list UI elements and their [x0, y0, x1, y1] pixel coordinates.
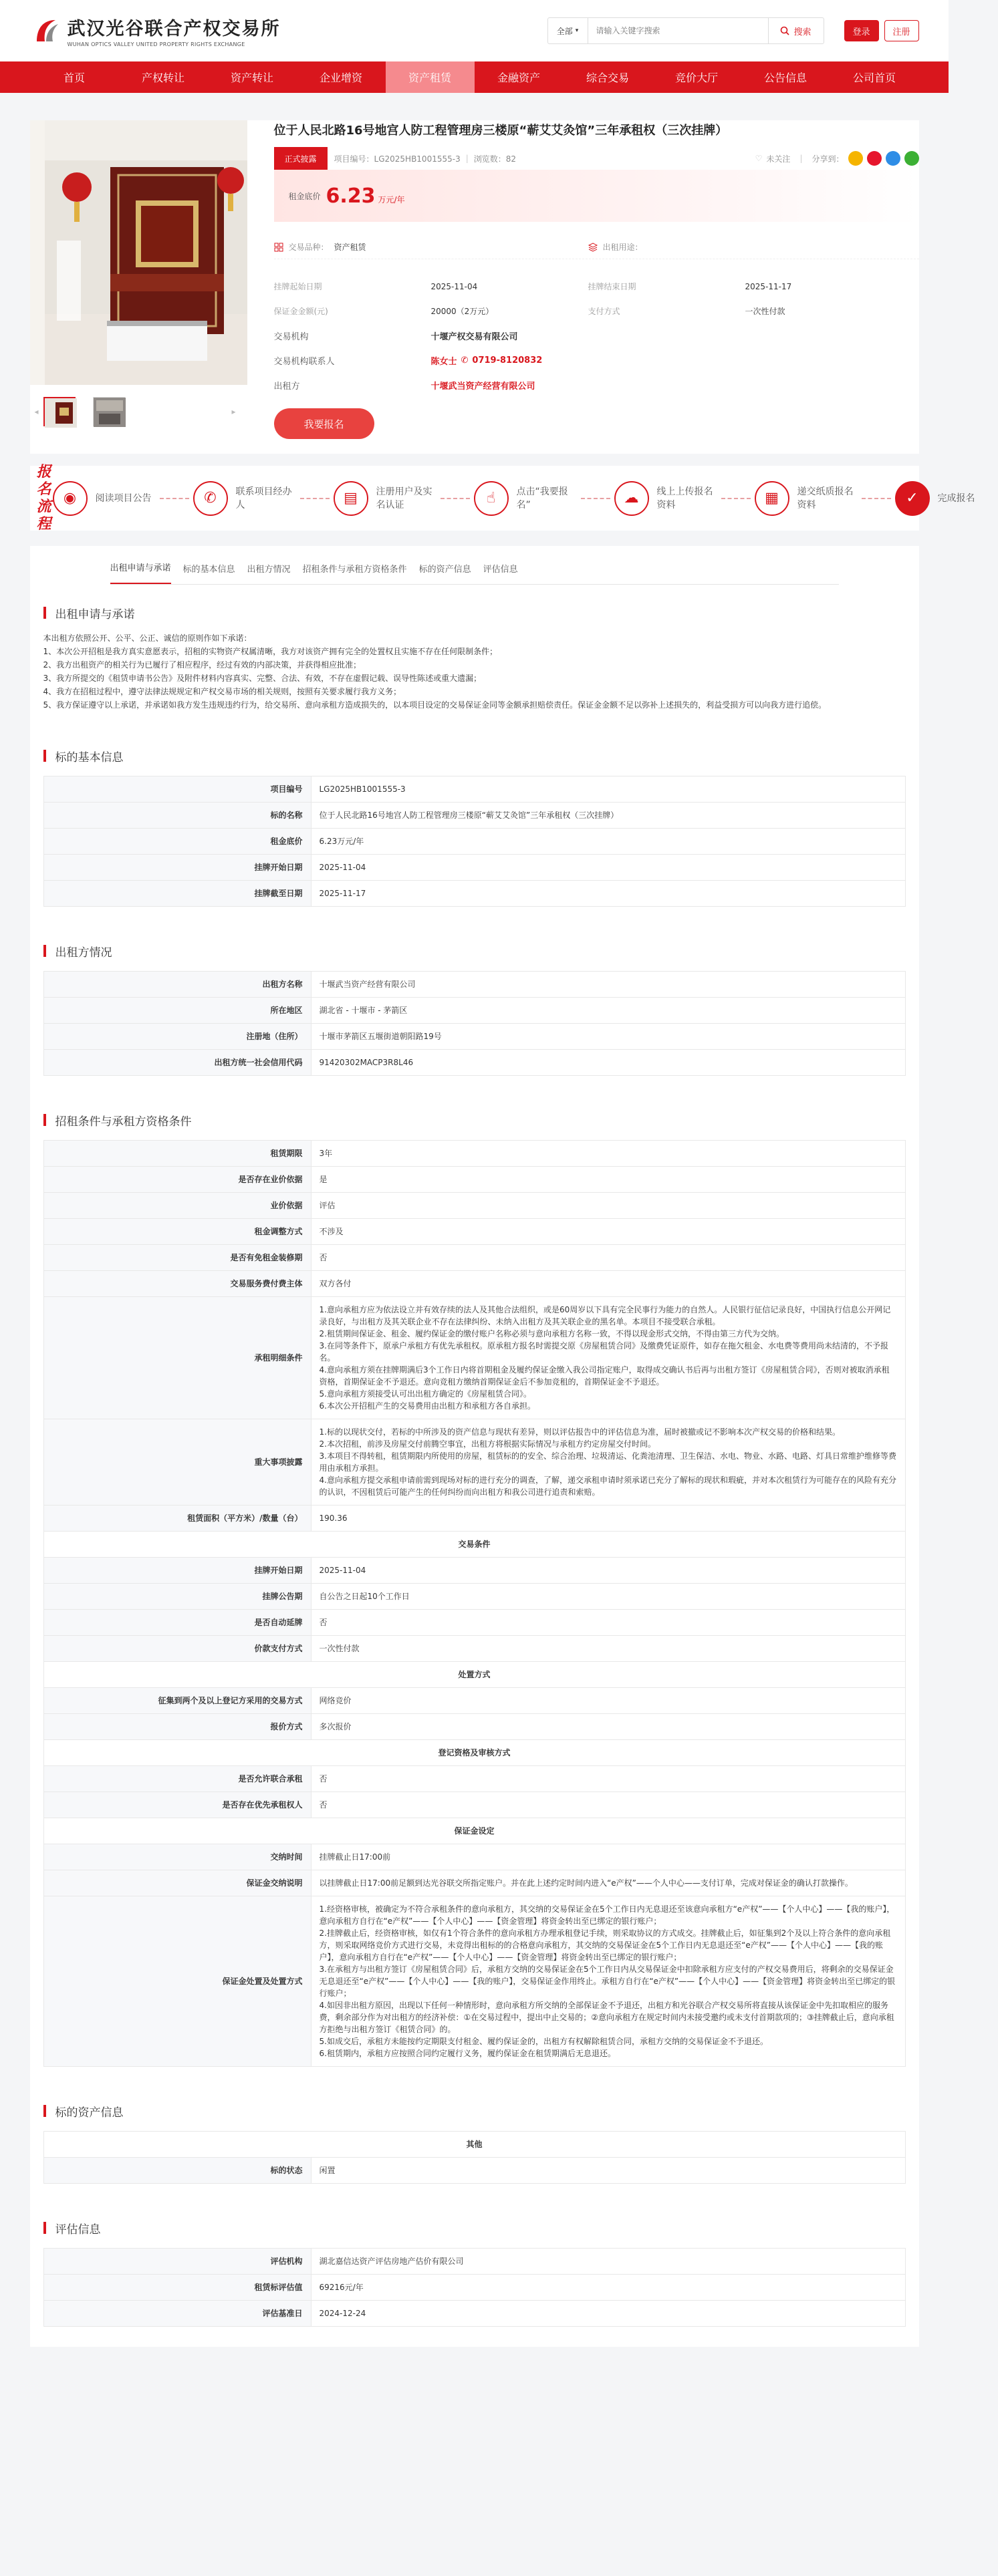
subheader-label: 其他	[43, 2132, 905, 2158]
search-scope-select[interactable]	[547, 17, 588, 44]
row-value: 190.36	[311, 1506, 905, 1532]
paragraph: 3.本项目不得转租，租赁期限内所使用的房屋，租赁标的的安全、综合治理、垃圾清运、化粪池清理、卫生保洁、水电、物业、水路、电路、灯具日常维护维修等费用由承租方承担。	[319, 1451, 896, 1473]
paragraph: 1.经资格审核，被确定为不符合承租条件的意向承租方，其交纳的交易保证金在5个工作日内无息退还至该意向承租方“e产权”——【个人中心】——【我的账户】，意向承租方自行在“e产权”——【个人中心】——【资金管理】将资金转出至已绑定的银行账户；	[319, 1904, 895, 1926]
row-value	[311, 1896, 905, 2067]
start-date-value: 2025-11-04	[430, 281, 478, 291]
row-value: 湖北省 - 十堰市 - 茅箭区	[311, 998, 905, 1024]
paragraph: 4.意向承租方须在挂牌期满后3个工作日内将首期租金及履约保证金缴入我公司指定账户，取得成交确认书后再与出租方签订《房屋租赁合同》，否则对被取消承租资格，首期保证金不予退还。意向竞租方缴纳首期保证金后不参加竞租的，首期保证金不予退还。	[319, 1365, 890, 1387]
divider: |	[799, 154, 803, 163]
row-value: 69216元/年	[311, 2275, 905, 2301]
table-row	[43, 2158, 905, 2184]
row-label: 租赁期限	[43, 1141, 311, 1167]
pledge-line: 4、我方在招租过程中，遵守法律法规规定和产权交易市场的相关规则，按照有关要求履行我方义务；	[43, 687, 402, 696]
category-icon	[274, 243, 283, 252]
section-title-conditions: 招租条件与承租方资格条件	[43, 1109, 906, 1131]
table-row	[43, 1636, 905, 1662]
paragraph: 6.本次公开招租产生的交易费用由出租方和承租方各自承担。	[319, 1401, 535, 1411]
contact-name: 陈女士	[430, 357, 457, 367]
section-title-basic: 标的基本信息	[43, 745, 906, 766]
table-row	[43, 1714, 905, 1740]
row-value: 双方各付	[311, 1271, 905, 1297]
pledge-line: 1、本次公开招租是我方真实意愿表示，招租的实物资产权属清晰，我方对该资产拥有完全的处置权且实施不存在任何限制条件；	[43, 647, 498, 656]
row-value: 挂牌截止日17:00前	[311, 1844, 905, 1870]
table-row	[43, 1688, 905, 1714]
tab-application[interactable]: 出租申请与承诺	[110, 561, 171, 584]
paragraph: 1.标的以现状交付，若标的中所涉及的资产信息与现状有差异，则以评估报告中的评估信息为准，届时被撤或记不影响本次产权交易的价格和结果。	[319, 1427, 840, 1437]
type-label: 交易品种：	[288, 243, 329, 252]
row-label: 挂牌开始日期	[43, 855, 311, 881]
table-row	[43, 1792, 905, 1818]
row-value: 2025-11-04	[311, 855, 905, 881]
table-subheader	[43, 1662, 905, 1688]
row-value	[311, 1419, 905, 1506]
row-value: 是	[311, 1167, 905, 1193]
subheader-label: 处置方式	[43, 1662, 905, 1688]
table-row	[43, 1245, 905, 1271]
search-button[interactable]	[768, 17, 824, 44]
chevron-left-icon[interactable]: ◂	[34, 407, 39, 416]
tab-basic-info[interactable]: 标的基本信息	[182, 565, 235, 575]
row-value: 否	[311, 1245, 905, 1271]
payment-value: 一次性付款	[745, 307, 785, 316]
row-value: 评估	[311, 1193, 905, 1219]
price-label: 租金底价	[288, 191, 321, 201]
row-label: 所在地区	[43, 998, 311, 1024]
table-row	[43, 1271, 905, 1297]
nav-equity-transfer[interactable]: 产权转让	[141, 71, 184, 84]
subheader-label: 交易条件	[43, 1532, 905, 1558]
row-value: 以挂牌截止日17:00前足额到达光谷联交所指定账户。并在此上述约定时间内进入“e产权”——个人中心——支付订单，完成对保证金的确认打款操作。	[311, 1870, 905, 1896]
row-label: 租金调整方式	[43, 1219, 311, 1245]
row-value: 十堰武当资产经营有限公司	[311, 972, 905, 998]
paragraph: 5.如成交后，承租方未能按约定期限支付租金、履约保证金的，出租方有权解除租赁合同，承租方交纳的交易保证金不予退还。	[319, 2037, 768, 2046]
row-label: 是否自动延牌	[43, 1610, 311, 1636]
table-row	[43, 1297, 905, 1419]
basic-info-table	[43, 776, 906, 907]
table-row	[43, 1896, 905, 2067]
search-icon	[780, 26, 789, 35]
flow-step-1: 阅读项目公告	[95, 492, 152, 504]
row-label: 是否存在业价依据	[43, 1167, 311, 1193]
logo-mark-icon	[30, 15, 62, 47]
paragraph: 3.在同等条件下，原承户承租方有优先承租权。原承租方报名时需提交原《房屋租赁合同》及缴费凭证原件，如存在拖欠租金、水电费等费用尚未结清的，不予报名。	[319, 1341, 888, 1363]
row-value: 位于人民北路16号地宫人防工程管理房三楼原“蕲艾艾灸馆”三年承租权（三次挂牌）	[311, 803, 905, 829]
row-value: 3年	[311, 1141, 905, 1167]
table-row	[43, 2275, 905, 2301]
registration-flow	[30, 463, 975, 533]
apply-button[interactable]: 我要报名	[274, 408, 374, 439]
section-title-asset: 标的资产信息	[43, 2100, 906, 2122]
cloud-upload-icon: ☁	[614, 481, 649, 516]
divider: |	[465, 154, 469, 163]
row-value: 自公告之日起10个工作日	[311, 1584, 905, 1610]
nav-announcements[interactable]: 公告信息	[763, 71, 807, 84]
search-button-label: 搜索	[793, 27, 812, 37]
row-label: 交纳时间	[43, 1844, 311, 1870]
contact-phone[interactable]: 0719-8120832	[472, 355, 543, 366]
chevron-down-icon: ▾	[575, 27, 579, 34]
row-value: 否	[311, 1766, 905, 1792]
table-row	[43, 1558, 905, 1584]
flow-connector	[721, 498, 751, 499]
nav-asset-lease[interactable]: 资产租赁	[386, 61, 475, 93]
qq-share-icon[interactable]	[886, 151, 900, 166]
deposit-label: 保证金金额(元)	[273, 307, 328, 316]
table-row	[43, 1870, 905, 1896]
table-row	[43, 1167, 905, 1193]
row-label: 征集到两个及以上登记方采用的交易方式	[43, 1688, 311, 1714]
table-row	[43, 1193, 905, 1219]
row-value: 否	[311, 1792, 905, 1818]
phone-icon: ✆	[461, 355, 469, 366]
flow-step-2: 联系项目经办人	[235, 486, 292, 511]
project-title: 位于人民北路16号地宫人防工程管理房三楼原“蕲艾艾灸馆”三年承租权（三次挂牌）	[273, 124, 728, 138]
login-button[interactable]: 登录	[844, 20, 879, 41]
table-row	[43, 803, 905, 829]
table-row	[43, 1419, 905, 1506]
pledge-line: 3、我方所提交的《租赁申请书公告》及附件材料内容真实、完整、合法、有效，不存在虚假记载、误导性陈述或重大遗漏；	[43, 674, 482, 683]
row-label: 标的名称	[43, 803, 311, 829]
row-label: 注册地（住所）	[43, 1024, 311, 1050]
row-value: 网络竞价	[311, 1688, 905, 1714]
row-value: 2024-12-24	[311, 2301, 905, 2327]
table-subheader	[43, 2132, 905, 2158]
evaluation-table	[43, 2248, 906, 2327]
row-label: 承租明细条件	[43, 1297, 311, 1419]
row-label: 是否有免租金装修期	[43, 1245, 311, 1271]
row-value: 一次性付款	[311, 1636, 905, 1662]
paragraph: 1.意向承租方应为依法设立并有效存续的法人及其他合法组织，或是60周岁以下具有完全民事行为能力的自然人。人民银行征信记录良好，中国执行信息公开网记录良好，与出租方及其关联企业不存在法律纠纷、未纳入出租方及其关联企业的黑名单。本项目不接受联合承租。	[319, 1305, 891, 1326]
subheader-label: 登记资格及审核方式	[43, 1740, 905, 1766]
row-value: 闲置	[311, 2158, 905, 2184]
row-value: 91420302MACP3R8L46	[311, 1050, 905, 1076]
flow-step-3: 注册用户及实名认证	[376, 486, 432, 511]
row-value: 多次报价	[311, 1714, 905, 1740]
table-row	[43, 855, 905, 881]
nav-company-home[interactable]: 公司首页	[852, 71, 896, 84]
detail-panel	[30, 546, 919, 2347]
row-label: 出租方名称	[43, 972, 311, 998]
flow-connector	[441, 498, 470, 499]
pledge-text	[43, 631, 906, 712]
row-label: 出租方统一社会信用代码	[43, 1050, 311, 1076]
price-bar	[274, 170, 919, 222]
detail-tabs	[110, 546, 839, 585]
row-label: 租金底价	[43, 829, 311, 855]
tab-asset-info[interactable]: 标的资产信息	[418, 565, 471, 575]
project-code: 项目编号：LG2025HB1001555-3	[334, 154, 461, 164]
id-card-icon: ▤	[334, 481, 368, 516]
row-label: 保证金处置及处置方式	[43, 1896, 311, 2067]
status-badge: 正式披露	[274, 147, 328, 170]
document-icon: ▦	[755, 481, 789, 516]
nav-home[interactable]: 首页	[63, 71, 85, 84]
phone-icon: ✆	[193, 481, 228, 516]
flow-connector	[581, 498, 610, 499]
paragraph: 3.在承租方与出租方签订《房屋租赁合同》后，承租方交纳的交易保证金在5个工作日内从交易保证金中扣除承租方应支付的产权交易费用后，将剩余的交易保证金无息退还至“e产权”——【个人中心】——【我的账户】，交易保证金作用终止。承租方自行在“e产权”——【个人中心】——【资金管理】将资金转出至已绑定的银行账户；	[319, 1965, 896, 1998]
table-subheader	[43, 1532, 905, 1558]
table-row	[43, 1219, 905, 1245]
wechat-share-icon[interactable]	[904, 151, 919, 166]
row-value: 不涉及	[311, 1219, 905, 1245]
paragraph: 5.意向承租方须接受认可出出租方确定的《房屋租赁合同》。	[319, 1389, 531, 1399]
tab-evaluation[interactable]: 评估信息	[483, 565, 518, 575]
logo-subtitle: WUHAN OPTICS VALLEY UNITED PROPERTY RIGHTS EXCHANGE	[67, 41, 245, 47]
qzone-share-icon[interactable]	[848, 151, 863, 166]
table-row	[43, 1844, 905, 1870]
section-title-pledge: 出租申请与承诺	[43, 602, 906, 623]
row-label: 价款支付方式	[43, 1636, 311, 1662]
paragraph: 4.意向承租方提交承租申请前需到现场对标的进行充分的调查，了解，递交承租申请时须承诺已充分了解标的现状和瑕疵，并对本次租赁行为可能存在的风险有充分的认识，不因租赁后可能产生的任何纠纷而向出租方和我公司进行追责和索赔。	[319, 1475, 896, 1497]
asset-table	[43, 2131, 906, 2184]
subheader-label: 保证金设定	[43, 1818, 905, 1844]
site-logo[interactable]	[30, 14, 281, 47]
start-date-label: 挂牌起始日期	[273, 282, 322, 291]
nav-asset-transfer[interactable]: 资产转让	[230, 71, 273, 84]
row-label: 评估机构	[43, 2249, 311, 2275]
view-count: 浏览数：82	[473, 154, 517, 164]
nav-financial-assets[interactable]: 金融资产	[497, 71, 540, 84]
tab-lessor[interactable]: 出租方情况	[247, 565, 291, 575]
row-value: LG2025HB1001555-3	[311, 776, 905, 803]
nav-bidding-hall[interactable]: 竞价大厅	[674, 71, 718, 84]
photo-gallery	[30, 120, 261, 439]
paragraph: 4.如因非出租方原因，出现以下任何一种情形时，意向承租方所交纳的全部保证金不予退还，出租方和光谷联合产权交易所将直接从该保证金中先扣取相应的服务费，剩余部分作为对出租方的经济补偿：①在交易过程中，提出中止交易的；②意向承租方在规定时间内未接受邀约或未支付首期款项的；③挂牌截止后，意向承租方拒绝与出租方签订《租赁合同》的。	[319, 2001, 894, 2034]
nav-capital-increase[interactable]: 企业增资	[319, 71, 362, 84]
table-subheader	[43, 1818, 905, 1844]
org-label: 交易机构	[273, 332, 309, 342]
project-card	[30, 120, 919, 454]
table-subheader	[43, 1740, 905, 1766]
hand-click-icon: ☝	[474, 481, 509, 516]
price-unit: 万元/年	[378, 194, 405, 204]
flow-connector	[160, 498, 189, 499]
row-value: 2025-11-04	[311, 1558, 905, 1584]
row-label: 是否允许联合承租	[43, 1766, 311, 1792]
heart-icon[interactable]: ♡	[755, 154, 763, 163]
paragraph: 2.挂牌截止后，经资格审核，如仅有1个符合条件的意向承租方办理承租登记手续，则采取协议的方式成交。挂牌截止后，如征集到2个及以上符合条件的意向承租方，则采取网络竞价方式进行交易，未竞得出租标的的合格意向承租方，其交纳的交易保证金在5个工作日内无息退还至“e产权”——【个人中心】——【我的账户】，意向承租方自行在“e产权”——【个人中心】——【资金管理】将资金转出至已绑定的银行账户；	[319, 1928, 891, 1962]
row-value: 2025-11-17	[311, 881, 905, 907]
end-date-label: 挂牌结束日期	[588, 282, 636, 291]
row-label: 挂牌开始日期	[43, 1558, 311, 1584]
table-row	[43, 881, 905, 907]
weibo-share-icon[interactable]	[867, 151, 882, 166]
type-value: 资产租赁	[334, 243, 366, 252]
flow-step-4: 点击“我要报名”	[516, 486, 568, 511]
pledge-line: 5、我方保证遵守以上承诺，并承诺如我方发生违规违约行为，给交易所、意向承租方造成损失的，以本项目设定的交易保证金同等金额承担赔偿责任。保证金金额不足以弥补上述损失的，利益受损方可以向我方进行追偿。	[43, 700, 827, 710]
table-row	[43, 776, 905, 803]
main-nav	[0, 61, 949, 93]
search-scope-label: 全部	[556, 26, 573, 36]
site-header	[0, 0, 949, 61]
row-label: 挂牌公告期	[43, 1584, 311, 1610]
search-bar	[547, 17, 824, 44]
end-date-value: 2025-11-17	[745, 281, 792, 291]
row-label: 交易服务费付费主体	[43, 1271, 311, 1297]
pledge-line: 本出租方依照公开、公平、公正、诚信的原则作如下承诺：	[43, 633, 252, 643]
flow-connector	[300, 498, 330, 499]
nav-comprehensive[interactable]: 综合交易	[586, 71, 629, 84]
row-label: 租赁面积（平方米）/数量（台）	[43, 1506, 311, 1532]
search-input[interactable]	[588, 17, 768, 44]
row-label: 业价依据	[43, 1193, 311, 1219]
tab-conditions[interactable]: 招租条件与承租方资格条件	[302, 565, 407, 575]
table-row	[43, 2249, 905, 2275]
row-label: 挂牌截至日期	[43, 881, 311, 907]
contact-label: 交易机构联系人	[273, 357, 335, 367]
check-icon: ✓	[895, 481, 930, 516]
table-row	[43, 829, 905, 855]
table-row	[43, 1141, 905, 1167]
layers-icon	[588, 243, 598, 252]
flow-step-6: 递交纸质报名资料	[797, 486, 854, 511]
table-row	[43, 1766, 905, 1792]
org-value: 十堰产权交易有限公司	[430, 332, 518, 342]
lessor-table	[43, 971, 906, 1076]
conditions-table	[43, 1140, 906, 2067]
row-label: 项目编号	[43, 776, 311, 803]
row-label: 是否存在优先承租权人	[43, 1792, 311, 1818]
table-row	[43, 2301, 905, 2327]
flow-connector	[862, 498, 891, 499]
row-value	[311, 1297, 905, 1419]
paragraph: 2.本次招租，前涉及房屋交付前腾空事宜，出租方将根据实际情况与承租方约定房屋交付时间。	[319, 1439, 656, 1449]
row-label: 保证金交纳说明	[43, 1870, 311, 1896]
row-value: 否	[311, 1610, 905, 1636]
pledge-line: 2、我方出租资产的相关行为已履行了相应程序，经过有效的内部决策，并获得相应批准；	[43, 660, 362, 670]
flow-step-5: 线上上传报名资料	[656, 486, 713, 511]
section-title-evaluation: 评估信息	[43, 2217, 906, 2239]
payment-label: 支付方式	[588, 307, 620, 316]
paragraph: 2.租赁期间保证金、租金、履约保证金的缴付账户名称必须与意向承租方名称一致，不得以现金形式交纳，不得由第三方代为交纳。	[319, 1329, 784, 1338]
row-label: 重大事项披露	[43, 1419, 311, 1506]
row-label: 标的状态	[43, 2158, 311, 2184]
table-row	[43, 998, 905, 1024]
use-label: 出租用途：	[602, 243, 643, 252]
lessor-label: 出租方	[273, 382, 300, 392]
flow-step-7: 完成报名	[937, 492, 975, 504]
flow-title: 报名流程	[36, 463, 53, 533]
row-label: 评估基准日	[43, 2301, 311, 2327]
row-value: 6.23万元/年	[311, 829, 905, 855]
deposit-value: 20000（2万元）	[430, 307, 494, 316]
share-label: 分享到：	[812, 154, 844, 164]
table-row	[43, 1506, 905, 1532]
table-row	[43, 1584, 905, 1610]
main-photo[interactable]	[30, 120, 247, 385]
price-value: 6.23	[326, 184, 376, 208]
logo-title: 武汉光谷联合产权交易所	[67, 19, 281, 39]
chevron-right-icon[interactable]: ▸	[231, 407, 236, 416]
table-row	[43, 972, 905, 998]
eye-icon: ◉	[53, 481, 88, 516]
table-row	[43, 1024, 905, 1050]
paragraph: 6.租赁期内，承租方应按照合同约定履行义务，履约保证金在租赁期满后无息退还。	[319, 2049, 616, 2058]
section-title-lessor: 出租方情况	[43, 940, 906, 962]
table-row	[43, 1050, 905, 1076]
register-button[interactable]: 注册	[884, 20, 919, 41]
row-value: 十堰市茅箭区五堰街道朝阳路19号	[311, 1024, 905, 1050]
lessor-value[interactable]: 十堰武当资产经营有限公司	[430, 382, 535, 392]
thumbnail-1[interactable]	[43, 397, 76, 426]
thumbnail-2[interactable]	[93, 397, 125, 426]
table-row	[43, 1610, 905, 1636]
follow-button[interactable]: 未关注	[766, 154, 791, 164]
row-value: 湖北嘉信达资产评估房地产估价有限公司	[311, 2249, 905, 2275]
row-label: 报价方式	[43, 1714, 311, 1740]
row-label: 租赁标评估值	[43, 2275, 311, 2301]
